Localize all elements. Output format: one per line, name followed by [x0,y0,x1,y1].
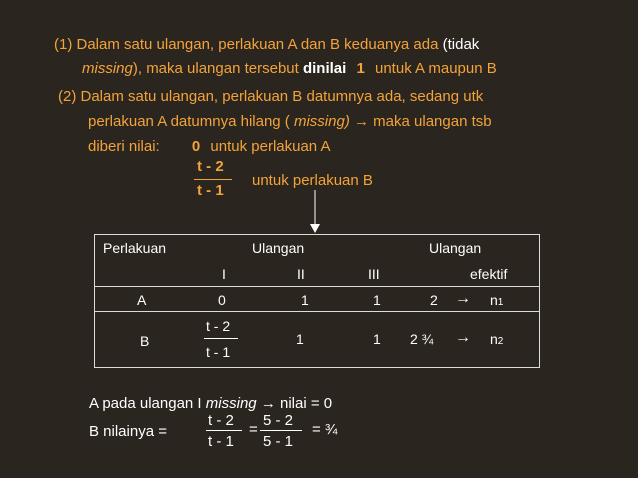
rule2-missing: missing) [293,113,350,130]
bottom-frac1-line [206,430,242,431]
header-col-II: II [297,266,305,282]
rule1-line1-prefix: (1) Dalam satu ulangan, perlakuan A dan B keduanya ada [54,36,439,53]
rowA-I: 0 [218,292,226,308]
rowA-n [490,292,503,308]
bottom-line1 [89,395,332,412]
rule1-line1 [54,36,479,53]
bottom-line1-end: → nilai = 0 [260,395,333,412]
rule2-line3 [88,138,331,155]
bottom-line1-prefix: A pada ulangan I [89,395,202,412]
rule2-frac-line [194,179,232,180]
header-ulangan: Ulangan [252,240,305,256]
rule1-line2 [82,60,497,77]
rowA-II: 1 [301,292,309,308]
rule1-dinilai: dinilai [302,60,347,77]
rowB-n-letter: n [490,331,498,347]
bottom-eq2: = ¾ [312,421,338,438]
rule2-line1: (2) Dalam satu ulangan, perlakuan B datumnya ada, sedang utk [58,88,484,105]
rule1-line2-mid: ), maka ulangan tersebut [132,60,299,77]
header-ulangan-efektif: Ulangan [429,240,482,256]
header-perlakuan: Perlakuan [103,240,167,256]
rule2-arrow: → [354,113,369,130]
down-arrow-icon [309,190,321,234]
rowB-I-den: t - 1 [206,344,231,360]
rule2-frac-num: t - 2 [197,158,224,175]
rowB-arrow: → [455,329,471,346]
rowB-III: 1 [373,331,381,347]
rule2-line3-prefix: diberi nilai: [88,138,160,155]
header-col-I: I [222,266,226,282]
rule2-zero: 0 [191,138,201,155]
rule1-line1-paren: (tidak [442,36,480,53]
rowB-label: B [140,333,150,349]
rowA-label: A [137,292,147,308]
bottom-frac2-den: 5 - 1 [263,433,294,450]
rowA-n-letter: n [490,292,498,308]
bottom-eq1: = [249,421,258,438]
rowB-n [490,331,503,347]
table-header-divider [95,286,539,287]
rowB-II: 1 [296,331,304,347]
table-row-divider [95,311,539,312]
rowA-n-sub: 1 [497,297,504,308]
rule1-missing: missing [82,60,133,77]
header-efektif: efektif [470,266,508,282]
rowB-eff: 2 ¾ [410,331,434,347]
rowA-arrow: → [455,290,471,307]
bottom-frac2-line [260,430,302,431]
rule2-line2 [88,113,492,130]
rule2-line2-prefix: perlakuan A datumnya hilang ( [88,113,290,130]
rowB-I-num: t - 2 [206,318,231,334]
bottom-frac2-num: 5 - 2 [263,412,294,429]
bottom-frac1-den: t - 1 [208,433,234,450]
rule1-line2-end: untuk A maupun B [375,60,497,77]
bottom-frac1-num: t - 2 [208,412,234,429]
header-col-III: III [368,266,380,282]
rowB-I-frac-line [204,338,238,339]
bottom-missing: missing [205,395,257,412]
rule2-frac-label: untuk perlakuan B [252,172,373,189]
rowA-III: 1 [373,292,381,308]
rule2-line2-end: maka ulangan tsb [373,113,492,130]
rowA-eff: 2 [430,292,438,308]
bottom-line2-prefix: B nilainya = [89,423,167,440]
rowB-n-sub: 2 [497,336,504,347]
rule2-frac-den: t - 1 [197,182,224,199]
rule1-one: 1 [356,60,365,77]
rule2-line3-end: untuk perlakuan A [210,138,331,155]
